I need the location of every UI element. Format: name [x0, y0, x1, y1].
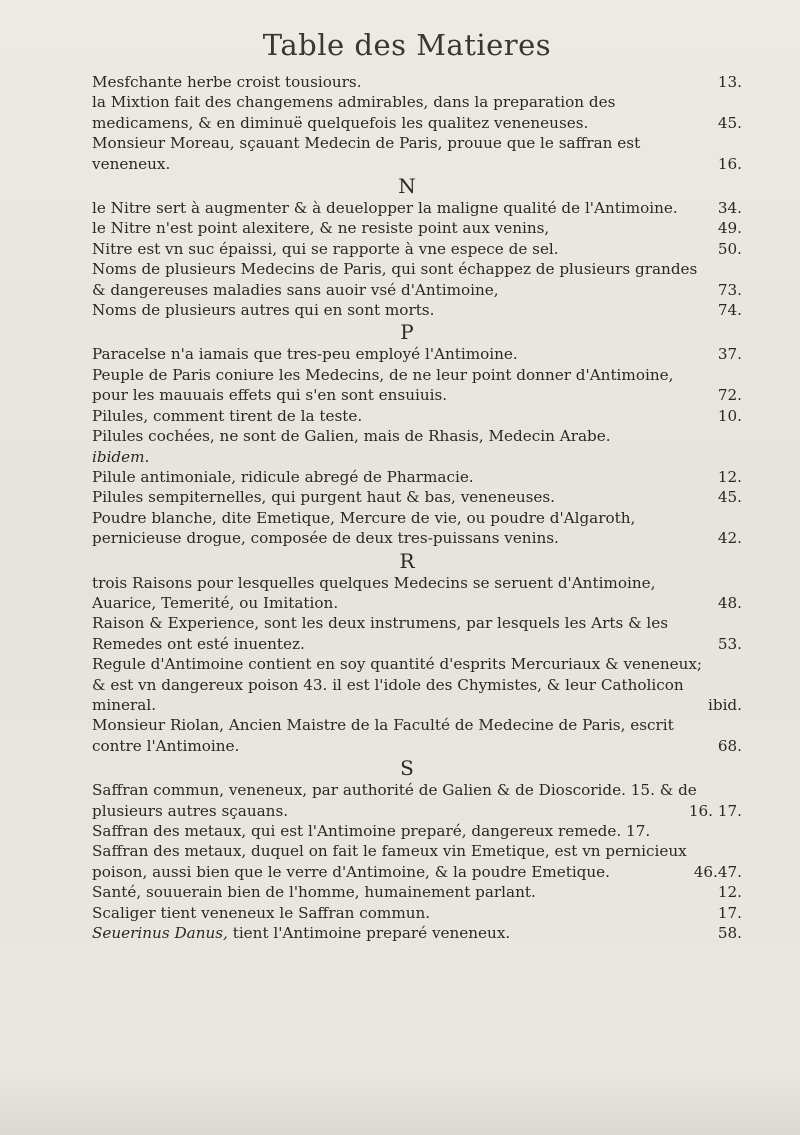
page-number: 74. [717, 301, 742, 320]
entry-text: Peuple de Paris coniure les Medecins, de ne leur point donner d'Antimoine, pour les mauuais effets qui s'en sont ensuiuis. [92, 365, 674, 405]
page-number: 58. [717, 924, 742, 943]
entry-text: trois Raisons pour lesquelles quelques Medecins se seruent d'Antimoine, Auarice, Temerité, ou Imitation. [92, 573, 656, 612]
index-entry [92, 72, 742, 92]
entry-text: Poudre blanche, dite Emetique, Mercure de vie, ou poudre d'Algaroth, pernicieuse drogue, composée de deux tres-puissans venins. [92, 508, 636, 548]
index-entry [92, 654, 742, 715]
entry-text: Monsieur Riolan, Ancien Maistre de la Faculté de Medecine de Paris, escrit contre l'Antimoine. [92, 716, 674, 755]
page-number: 17. [717, 903, 742, 922]
index-entry [92, 882, 742, 902]
entry-text: Raison & Experience, sont les deux instrumens, par lesquels les Arts & les Remedes ont esté inuentez. [92, 614, 669, 653]
page-number: 73. [717, 280, 742, 299]
entry-text: ibidem. [92, 447, 150, 466]
entry-text: Nitre est vn suc épaissi, qui se rapporte à vne espece de sel. [92, 239, 559, 258]
page-number: 12. [717, 883, 742, 902]
page-number: 12. [717, 467, 742, 486]
entry-text: Monsieur Moreau, sçauant Medecin de Paris, prouue que le saffran est veneneux. [92, 134, 641, 173]
index-entry [92, 573, 742, 614]
page-number: 13. [717, 73, 742, 91]
entry-text: le Nitre n'est point alexitere, & ne resiste point aux venins, [92, 219, 550, 238]
index-entry [92, 92, 742, 133]
page-number: 68. [717, 736, 742, 755]
section-letter: N [398, 174, 416, 199]
entry-text: Paracelse n'a iamais que tres-peu employé l'Antimoine. [92, 345, 518, 364]
index-entry [92, 365, 742, 406]
page-title: Table des Matieres [262, 28, 552, 62]
entry-text: Noms de plusieurs autres qui en sont morts. [92, 301, 435, 320]
index-entry [92, 259, 742, 300]
entry-text: Noms de plusieurs Medecins de Paris, qui sont échappez de plusieurs grandes & dangereuses maladies sans auoir vsé d'Antimoine, [92, 260, 698, 299]
entry-text: Pilule antimoniale, ridicule abregé de Pharmacie. [92, 467, 474, 486]
section-letter: P [400, 320, 414, 345]
page-number: 42. [717, 529, 742, 548]
entry-text: Saffran commun, veneneux, par authorité de Galien & de Dioscoride. 15. & de plusieurs autres sçauans. [92, 781, 697, 820]
page-number: 16. [717, 154, 742, 173]
page-number: 37. [717, 345, 742, 364]
index-entry [92, 198, 742, 218]
page-number: 45. [717, 488, 742, 507]
page-number: ibid. [708, 695, 742, 714]
entry-text: Scaliger tient veneneux le Saffran commun. [92, 903, 431, 922]
entry-text: la Mixtion fait des changemens admirables, dans la preparation des medicamens, & en diminuë quelquefois les qualitez veneneuses. [92, 93, 616, 132]
index-entry [92, 903, 742, 923]
page-number: 34. [717, 199, 742, 218]
entry-text: tient l'Antimoine preparé veneneux. [227, 924, 511, 943]
entry-author: Seuerinus Danus, [92, 924, 228, 943]
page-number: 45. [717, 113, 742, 132]
index-entry [92, 841, 742, 882]
entry-text: Regule d'Antimoine contient en soy quantité d'esprits Mercuriaux & veneneux; & est vn dangereux poison 43. il est l'idole des Chymistes, & leur Catholicon mineral. [92, 655, 703, 714]
page-number: 53. [717, 634, 742, 653]
entry-text: le Nitre sert à augmenter & à deuelopper la maligne qualité de l'Antimoine. [92, 199, 678, 218]
index-entry [92, 300, 742, 320]
index-entry [92, 447, 742, 467]
page-number: 50. [717, 239, 742, 258]
index-entry [92, 406, 742, 426]
entry-text: Saffran des metaux, duquel on fait le fameux vin Emetique, est vn pernicieux poison, aussi bien que le verre d'Antimoine, & la poudre Emetique. [92, 842, 687, 881]
index-entry [92, 239, 742, 259]
index-entry [92, 487, 742, 507]
page-number: 72. [717, 386, 742, 405]
page-number: 16. 17. [688, 801, 742, 820]
index-entry [92, 133, 742, 174]
section-letter: R [399, 548, 415, 573]
index-entry [92, 780, 742, 821]
entry-text: Pilules sempiternelles, qui purgent haut & bas, veneneuses. [92, 488, 556, 507]
index-entry [92, 923, 742, 943]
entry-text: Saffran des metaux, qui est l'Antimoine preparé, dangereux remede. 17. [92, 822, 651, 840]
index-entry [92, 467, 742, 487]
index-entry [92, 508, 742, 549]
index-entry [92, 218, 742, 238]
index-entry [92, 715, 742, 756]
page-number: 49. [717, 219, 742, 238]
entry-text: Pilules, comment tirent de la teste. [92, 406, 363, 425]
page-number: 46.47. [693, 862, 742, 881]
index-entries [92, 72, 742, 943]
section-letter: S [400, 756, 414, 781]
page-number: 10. [717, 406, 742, 425]
entry-text: Santé, souuerain bien de l'homme, humainement parlant. [92, 883, 536, 902]
page-bottom-shadow [0, 1065, 800, 1135]
index-entry [92, 426, 742, 446]
index-entry [92, 613, 742, 654]
page-number: 48. [717, 593, 742, 612]
entry-text: Pilules cochées, ne sont de Galien, mais de Rhasis, Medecin Arabe. [92, 427, 611, 446]
index-entry [92, 344, 742, 364]
entry-text: Mesfchante herbe croist tousiours. [92, 73, 362, 91]
index-entry [92, 821, 742, 841]
